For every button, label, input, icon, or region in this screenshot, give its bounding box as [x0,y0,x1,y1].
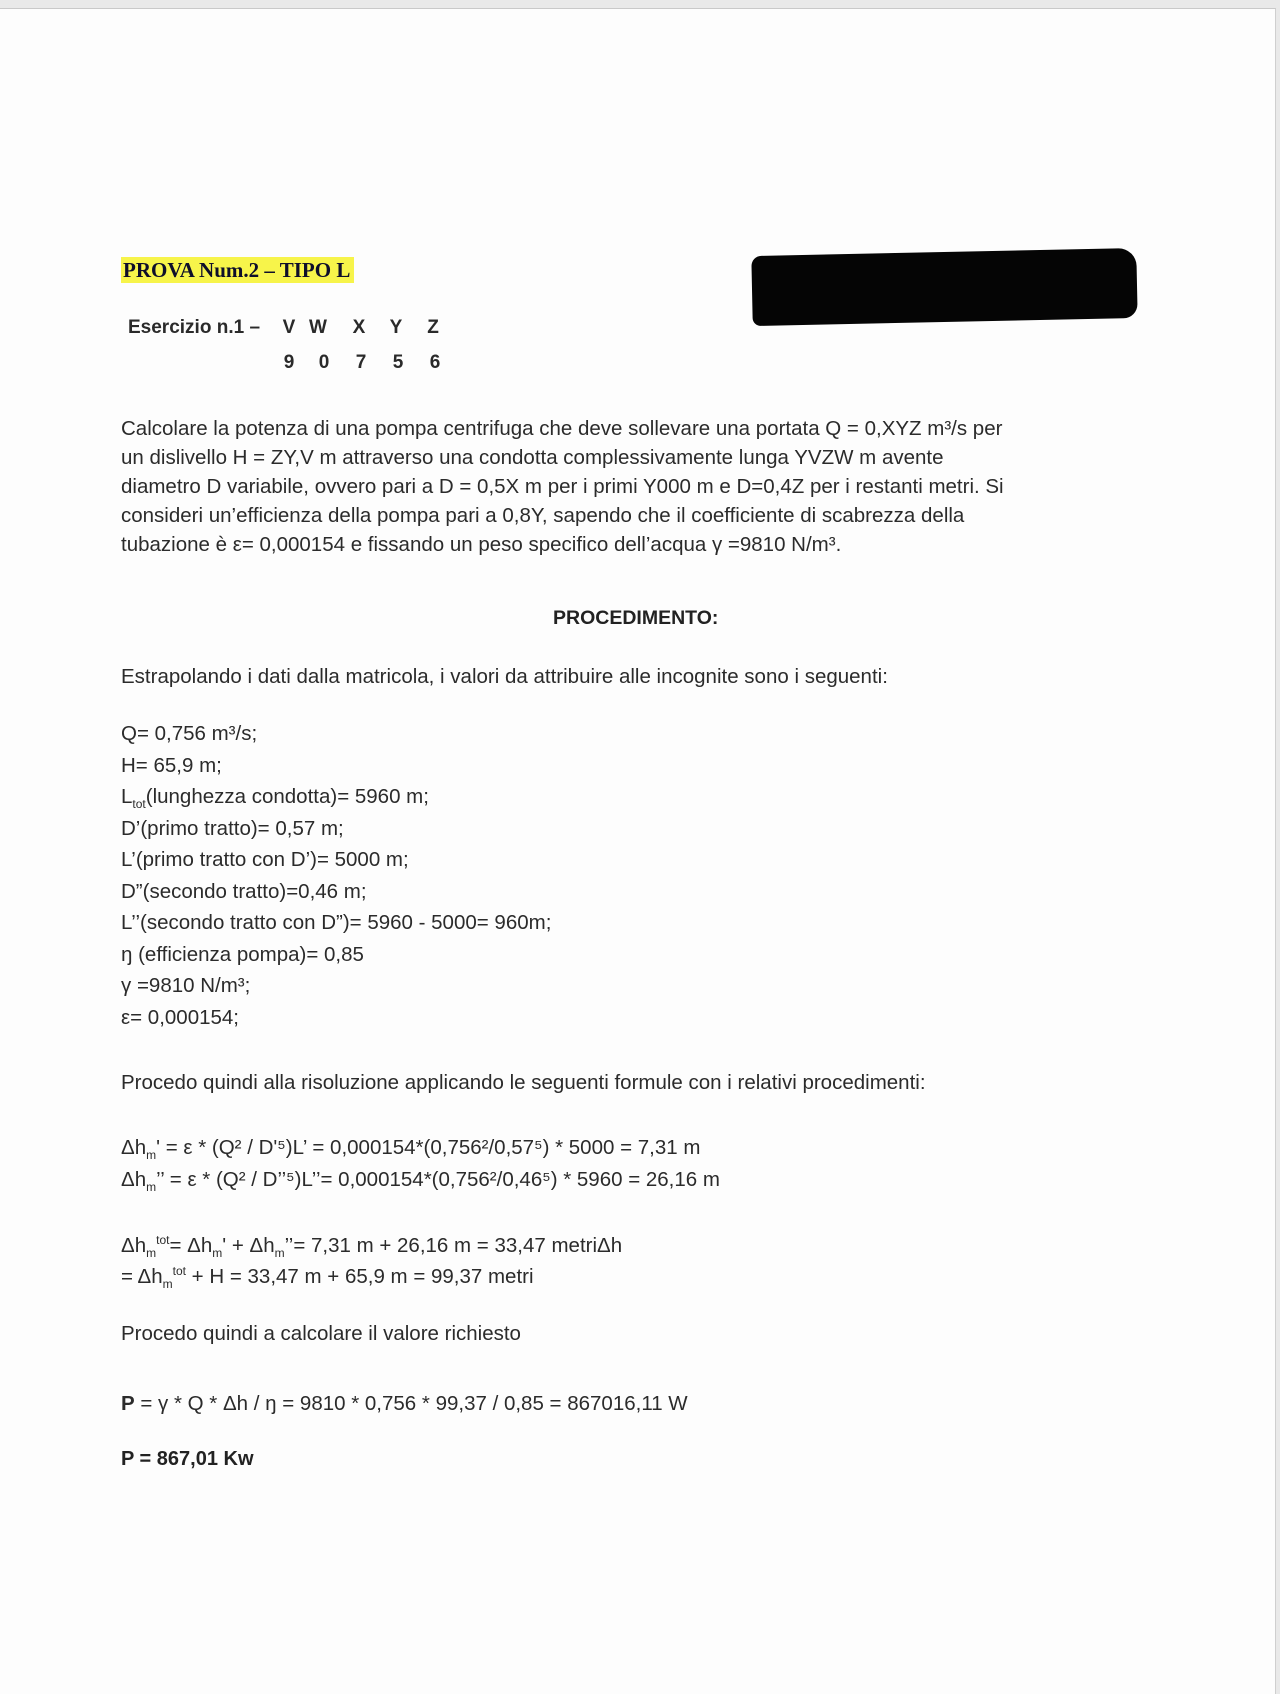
procedure-heading: PROCEDIMENTO: [553,607,719,629]
procedure-text: Procedo quindi alla risoluzione applicando le seguenti formule con i relativi procedimenti: [121,1071,926,1094]
exam-title: PROVA Num.2 – TIPO L [121,257,354,283]
formula-part: ’’= 7,31 m + 26,16 m = 33,47 metriΔh [284,1233,623,1257]
power-formula [121,1392,688,1416]
variable-digit: 0 [318,352,330,373]
power-formula-text: P = γ * Q * Δh / ŋ = 9810 * 0,756 * 99,37 / 0,85 = 867016,11 W [121,1392,688,1415]
data-h: H= 65,9 m; [121,753,222,777]
formula-symbol: = Δh [121,1264,163,1288]
problem-line: diametro D variabile, ovvero pari a D = 0,5X m per i primi Y000 m e D=0,4Z per i restanti metri. Si [121,475,1004,498]
formula-symbol: Δh [121,1233,147,1257]
formula-head-loss-2 [121,1168,720,1194]
data-eta: ŋ (efficienza pompa)= 0,85 [121,942,364,966]
ltot-subscript: tot [132,797,146,812]
formula-total-head [121,1264,534,1291]
formula-part: ' + Δh [222,1233,275,1257]
problem-line: un dislivello H = ZY,V m attraverso una condotta complessivamente lunga YVZW m avente [121,446,944,469]
variable-digit: 5 [392,352,404,373]
procedure-intro: Estrapolando i dati dalla matricola, i valori da attribuire alle incognite sono i seguenti: [121,665,888,688]
variable-letter: X [352,317,366,338]
data-list [121,722,551,1037]
formula-subscript: m [274,1245,285,1260]
formula-subscript: m [146,1245,157,1260]
power-result: P = 867,01 Kw [121,1448,254,1470]
data-l2: L’’(secondo tratto con D”)= 5960 - 5000= 960m; [121,911,552,934]
formula-superscript: tot [156,1233,170,1247]
formula-superscript: tot [172,1264,186,1278]
variable-digit: 7 [355,352,367,373]
problem-statement [121,414,1141,559]
formula-symbol: Δh [121,1136,147,1159]
formula-subscript: m [146,1148,157,1163]
formula-subscript: m [146,1180,157,1195]
formula-part: = Δh [169,1233,213,1257]
data-d1: D’(primo tratto)= 0,57 m; [121,816,344,840]
document-page [0,8,1276,1694]
variable-letter: W [309,317,327,338]
formula-subscript: m [212,1245,223,1260]
formula-body: + H = 33,47 m + 65,9 m = 99,37 metri [185,1264,534,1288]
calc-text: Procedo quindi a calcolare il valore richiesto [121,1322,521,1345]
ltot-prefix: L [121,785,133,808]
redaction-mark [751,248,1137,326]
formula-symbol: Δh [121,1168,147,1191]
data-l1: L’(primo tratto con D’)= 5000 m; [121,848,409,871]
problem-line: Calcolare la potenza di una pompa centrifuga che deve sollevare una portata Q = 0,XYZ m³/s per [121,417,1003,440]
variable-letter: Z [427,317,439,338]
variable-digit: 6 [429,352,441,373]
data-d2: D”(secondo tratto)=0,46 m; [121,879,367,903]
problem-line: consideri un’efficienza della pompa pari a 0,8Y, sapendo che il coefficiente di scabrezza della [121,504,965,527]
problem-line: tubazione è ε= 0,000154 e fissando un peso specifico dell’acqua γ =9810 N/m³. [121,533,842,556]
formula-subscript: m [162,1276,173,1291]
ltot-rest: (lunghezza condotta)= 5960 m; [145,785,429,808]
data-gamma: γ =9810 N/m³; [121,974,251,997]
variable-digit: 9 [283,352,295,373]
data-ltot [121,785,551,817]
data-q: Q= 0,756 m³/s; [121,722,258,745]
formula-total-loss [121,1233,622,1260]
formula-head-loss-1 [121,1136,700,1162]
variable-letter: Y [389,317,403,338]
formula-body: ’’ = ε * (Q² / D’’⁵)L’’= 0,000154*(0,756²/0,46⁵) * 5960 = 26,16 m [156,1168,720,1191]
exercise-label: Esercizio n.1 – [128,317,261,338]
formula-body: ' = ε * (Q² / D'⁵)L’ = 0,000154*(0,756²/0,57⁵) * 5000 = 7,31 m [156,1136,701,1159]
data-eps: ε= 0,000154; [121,1005,240,1029]
variable-letter: V [282,317,296,338]
